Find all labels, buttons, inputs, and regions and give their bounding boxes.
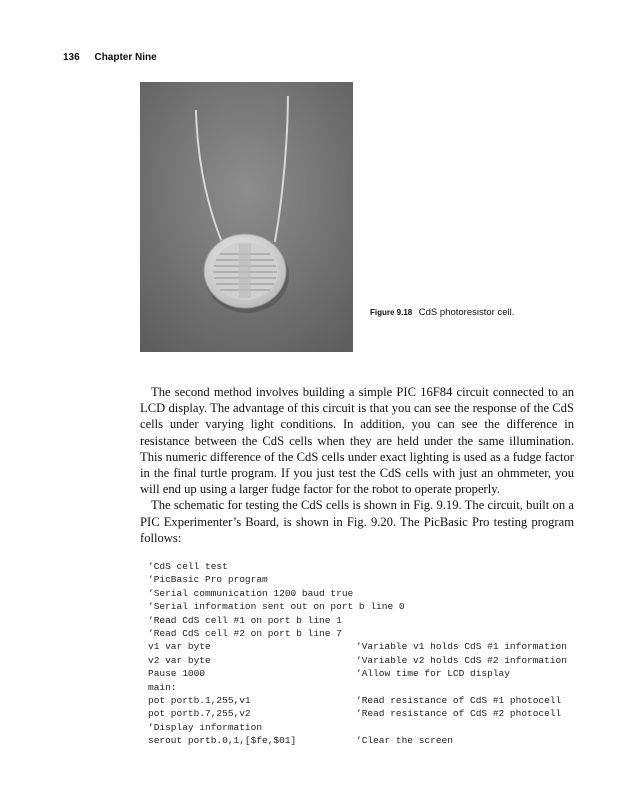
code-comment: ’Read resistance of CdS #1 photocell <box>356 694 562 706</box>
figure-caption <box>370 307 540 318</box>
code-statement: ’Serial information sent out on port b line 0 <box>148 601 405 613</box>
code-statement: ’CdS cell test <box>148 561 228 572</box>
figure-caption-text: CdS photoresistor cell. <box>418 307 515 318</box>
code-line <box>148 587 588 600</box>
code-statement: ’Read CdS cell #1 on port b line 1 <box>148 614 342 626</box>
code-statement: pot portb.1,255,v1 <box>148 694 251 706</box>
figure-label: Figure 9.18 <box>370 308 413 317</box>
code-statement: Pause 1000 <box>148 668 206 680</box>
chapter-title: Chapter Nine <box>94 52 157 63</box>
code-line <box>148 560 588 573</box>
code-line <box>148 694 588 707</box>
code-line <box>148 614 588 627</box>
code-line <box>148 600 588 613</box>
code-statement: serout portb.0,1,[$fe,$01] <box>148 735 297 747</box>
page-number: 136 <box>63 52 80 63</box>
code-comment: ’Clear the screen <box>356 735 453 747</box>
cds-photoresistor-photo <box>140 82 353 352</box>
code-statement: ’Serial communication 1200 baud true <box>148 587 354 599</box>
code-line <box>148 654 588 667</box>
code-line <box>148 640 588 653</box>
code-line <box>148 681 588 694</box>
code-line <box>148 667 588 680</box>
code-line <box>148 627 588 640</box>
code-line <box>148 573 588 586</box>
code-line <box>148 734 588 747</box>
code-statement: v2 var byte <box>148 654 211 666</box>
photo-image <box>140 82 353 352</box>
code-statement: pot portb.7,255,v2 <box>148 708 251 720</box>
code-listing <box>148 560 588 747</box>
code-statement: main: <box>148 681 177 693</box>
code-statement: ’Display information <box>148 721 263 733</box>
code-statement: ’PicBasic Pro program <box>148 574 268 586</box>
code-comment: ’Read resistance of CdS #2 photocell <box>356 708 562 720</box>
code-comment: ’Variable v2 holds CdS #2 information <box>356 654 567 666</box>
code-statement: ’Read CdS cell #2 on port b line 7 <box>148 627 342 639</box>
page-header <box>63 52 157 63</box>
code-line <box>148 707 588 720</box>
body-text <box>140 384 574 546</box>
code-line <box>148 721 588 734</box>
code-comment: ’Variable v1 holds CdS #1 information <box>356 641 567 653</box>
code-statement: v1 var byte <box>148 641 211 653</box>
paragraph: The schematic for testing the CdS cells is shown in Fig. 9.19. The circuit, built on a PIC Experimenter’s Board, is shown in Fig. 9.20. The PicBasic Pro testing program follows: <box>140 498 574 545</box>
paragraph: The second method involves building a simple PIC 16F84 circuit connected to an LCD display. The advantage of this circuit is that you can see the response of the CdS cells under varying light conditions. In addition, you can see the difference in resistance between the CdS cells when they are held under the same illumination. This numeric difference of the CdS cells under exact lighting is used as a fudge factor in the final turtle program. If you just test the CdS cells with just an ohmmeter, you will end up using a larger fudge factor for the robot to operate properly. <box>140 385 574 497</box>
code-comment: ’Allow time for LCD display <box>356 668 510 680</box>
